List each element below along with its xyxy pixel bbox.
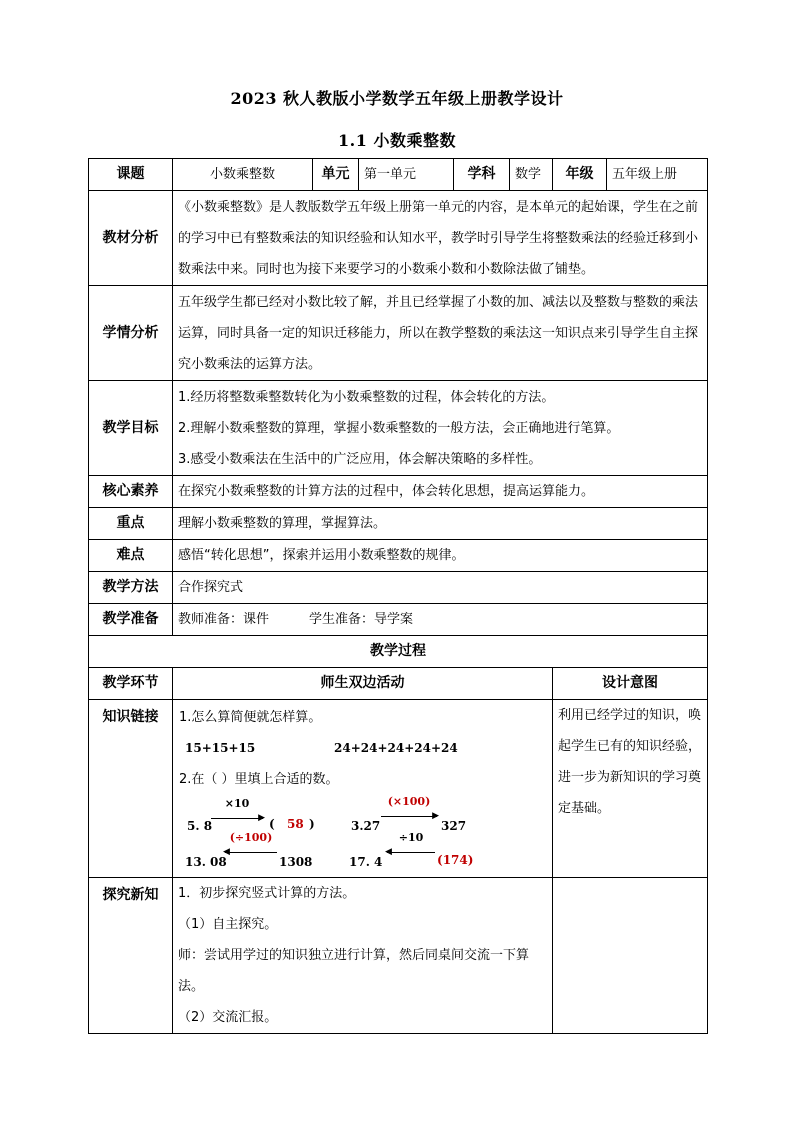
ex1-arrow [211,797,265,825]
ex4-arrow [385,831,435,859]
col-activity-header: 师生双边活动 [173,668,553,700]
arrow-right-icon: ▶ [258,813,265,823]
arrow-right-icon: ▶ [432,811,439,821]
goals-list [173,381,708,476]
process-header-row [89,668,708,700]
key-text: 理解小数乘整数的算理，掌握算法。 [173,508,708,540]
goal-item: 2.理解小数乘整数的算理，掌握小数乘整数的一般方法，会正确地进行笔算。 [178,420,620,436]
arrow-left-icon: ◀ [223,847,230,857]
ex2-left: 3.27 [351,819,381,833]
prep-text [173,604,708,636]
goal-item: 1.经历将整数乘整数转化为小数乘整数的过程，体会转化的方法。 [178,389,555,405]
core-label: 核心素养 [89,476,173,508]
core-row [89,476,708,508]
ex3-operator-answer: (÷100) [229,831,273,844]
prep-label: 教学准备 [89,604,173,636]
expr-b: 24+24+24+24+24 [334,741,458,755]
document-title: 2023 秋人教版小学数学五年级上册教学设计 [230,89,564,108]
method-label: 教学方法 [89,572,173,604]
textbook-analysis-label: 教材分析 [89,191,173,286]
process-title-row [89,636,708,668]
textbook-analysis-text: 《小数乘整数》是人教版数学五年级上册第一单元的内容，是本单元的起始课，学生在之前的学习中已有整数乘法的知识经验和认知水平，教学时引导学生将整数乘法的经验迁移到小数乘法中来。同时也为接下来要学习的小数乘小数和小数除法做了铺垫。 [173,191,708,286]
difficulty-row [89,540,708,572]
explore-content [173,878,553,1034]
student-prep: 学生准备：导学案 [309,612,414,627]
knowledge-link-row [89,700,708,878]
explore-line: 1．初步探究竖式计算的方法。 [178,886,356,901]
unit-label: 单元 [313,159,359,191]
explore-line: （2）交流汇报。 [178,1010,278,1025]
core-text: 在探究小数乘整数的计算方法的过程中，体会转化思想，提高运算能力。 [173,476,708,508]
ex1-close-paren: ) [309,817,315,831]
explore-line: （1）自主探究。 [178,917,278,932]
explore-row [89,878,708,1034]
ex2-right: 327 [441,819,467,833]
process-title: 教学过程 [89,636,708,668]
fill-in-exercises [179,795,546,875]
goals-label: 教学目标 [89,381,173,476]
ex4-answer: (174) [437,853,474,867]
explore-line: 师：尝试用学过的知识独立进行计算，然后同桌间交流一下算法。 [178,948,530,994]
ex2-operator-answer: (×100) [387,795,431,808]
expressions-line [179,733,546,764]
grade-value: 五年级上册 [607,159,708,191]
subject-value: 数学 [510,159,553,191]
explore-label: 探究新知 [89,878,173,1034]
ex3-arrow [223,831,277,859]
student-analysis-text: 五年级学生都已经对小数比较了解，并且已经掌握了小数的加、减法以及整数与整数的乘法运算，同时具备一定的知识迁移能力，所以在教学整数的乘法这一知识点来引导学生自主探究小数乘法的运算方法。 [173,286,708,381]
unit-value: 第一单元 [359,159,454,191]
ex3-right: 1308 [279,855,313,869]
ex2-arrow [381,795,439,823]
expr-a: 15+15+15 [185,741,256,755]
difficulty-text: 感悟“转化思想”，探索并运用小数乘整数的规律。 [173,540,708,572]
knowledge-link-content [173,700,553,878]
key-row [89,508,708,540]
ex3-left: 13. 08 [185,855,227,869]
knowledge-link-intent: 利用已经学过的知识，唤起学生已有的知识经验，进一步为新知识的学习奠定基础。 [553,700,708,878]
student-analysis-label: 学情分析 [89,286,173,381]
ex4-operator: ÷10 [398,831,424,844]
lesson-title: 1.1 小数乘整数 [338,131,456,150]
knowledge-link-label: 知识链接 [89,700,173,878]
lesson-plan-table [88,158,708,1034]
textbook-analysis-row [89,191,708,286]
teacher-prep: 教师准备：课件 [178,612,270,627]
ex1-answer: 58 [287,817,304,831]
ex4-left: 17. 4 [349,855,383,869]
prep-row [89,604,708,636]
student-analysis-row [89,286,708,381]
arrow-left-icon: ◀ [385,847,392,857]
subject-label: 学科 [454,159,510,191]
ex1-left: 5. 8 [187,819,213,833]
question-2: 2.在（ ）里填上合适的数。 [179,772,339,787]
method-row [89,572,708,604]
topic-label: 课题 [89,159,173,191]
explore-intent [553,878,708,1034]
col-stage-header: 教学环节 [89,668,173,700]
header-row [89,159,708,191]
topic-value: 小数乘整数 [173,159,313,191]
method-text: 合作探究式 [173,572,708,604]
goals-row [89,381,708,476]
ex1-operator: ×10 [224,797,250,810]
ex1-open-paren: ( [269,817,275,831]
difficulty-label: 难点 [89,540,173,572]
col-intent-header: 设计意图 [553,668,708,700]
question-1: 1.怎么算简便就怎样算。 [179,710,322,725]
key-label: 重点 [89,508,173,540]
goal-item: 3.感受小数乘法在生活中的广泛应用，体会解决策略的多样性。 [178,451,542,467]
grade-label: 年级 [553,159,607,191]
